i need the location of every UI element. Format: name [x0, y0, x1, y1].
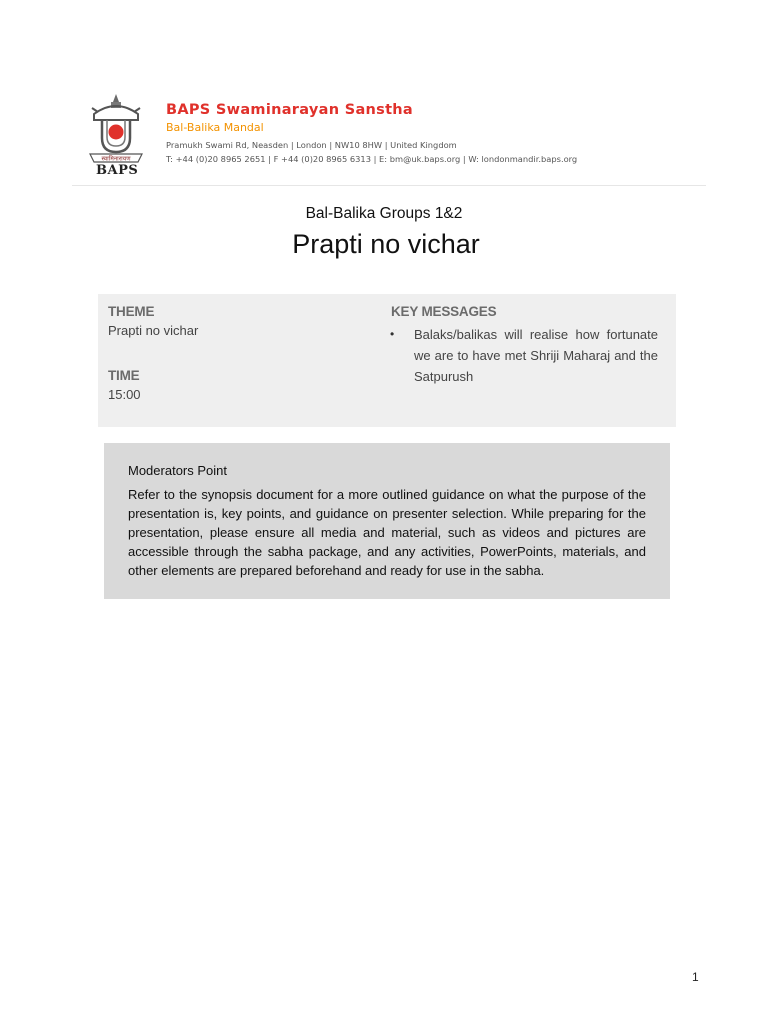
bullet-icon: • [390, 327, 395, 341]
moderator-text: Refer to the synopsis document for a more outlined guidance on what the purpose of the presentation is, key points, and guidance on presenter selection. While preparing for the presentation, please ensure all media and material, such as videos and pictures are accessible through the sabha package, and any activities, PowerPoints, materials, and other elements are prepared beforehand and ready for use in the sabha. [128, 487, 646, 578]
theme-label: THEME [108, 304, 155, 319]
baps-logo [84, 92, 148, 182]
time-value: 15:00 [108, 387, 141, 402]
moderator-box [104, 443, 670, 599]
page-number: 1 [692, 970, 699, 984]
info-panel [98, 294, 676, 427]
header-divider [72, 185, 706, 186]
document-subtitle: Bal-Balika Groups 1&2 [305, 205, 463, 222]
theme-value: Prapti no vichar [108, 323, 199, 338]
org-address: Pramukh Swami Rd, Neasden | London | NW10 8HW | United Kingdom [166, 140, 457, 150]
org-details [166, 102, 577, 164]
org-name: BAPS Swaminarayan Sanstha [166, 102, 414, 118]
key-messages-label: KEY MESSAGES [391, 304, 497, 319]
time-label: TIME [108, 368, 140, 383]
key-message-item: Balaks/balikas will realise how fortunate we are to have met Shriji Maharaj and the Satpurush [414, 327, 658, 384]
logo-wordmark: BAPS [96, 163, 139, 178]
baps-emblem-icon [84, 92, 148, 164]
org-contact: T: +44 (0)20 8965 2651 | F +44 (0)20 8965 6313 | E: bm@uk.baps.org | W: londonmandir.baps.org [166, 154, 578, 164]
svg-text:स्वामिनारायण: स्वामिनारायण [101, 155, 131, 163]
org-division: Bal-Balika Mandal [166, 121, 264, 134]
letterhead [84, 92, 704, 186]
moderator-title: Moderators Point [128, 463, 227, 478]
document-title: Prapti no vichar [292, 229, 480, 259]
